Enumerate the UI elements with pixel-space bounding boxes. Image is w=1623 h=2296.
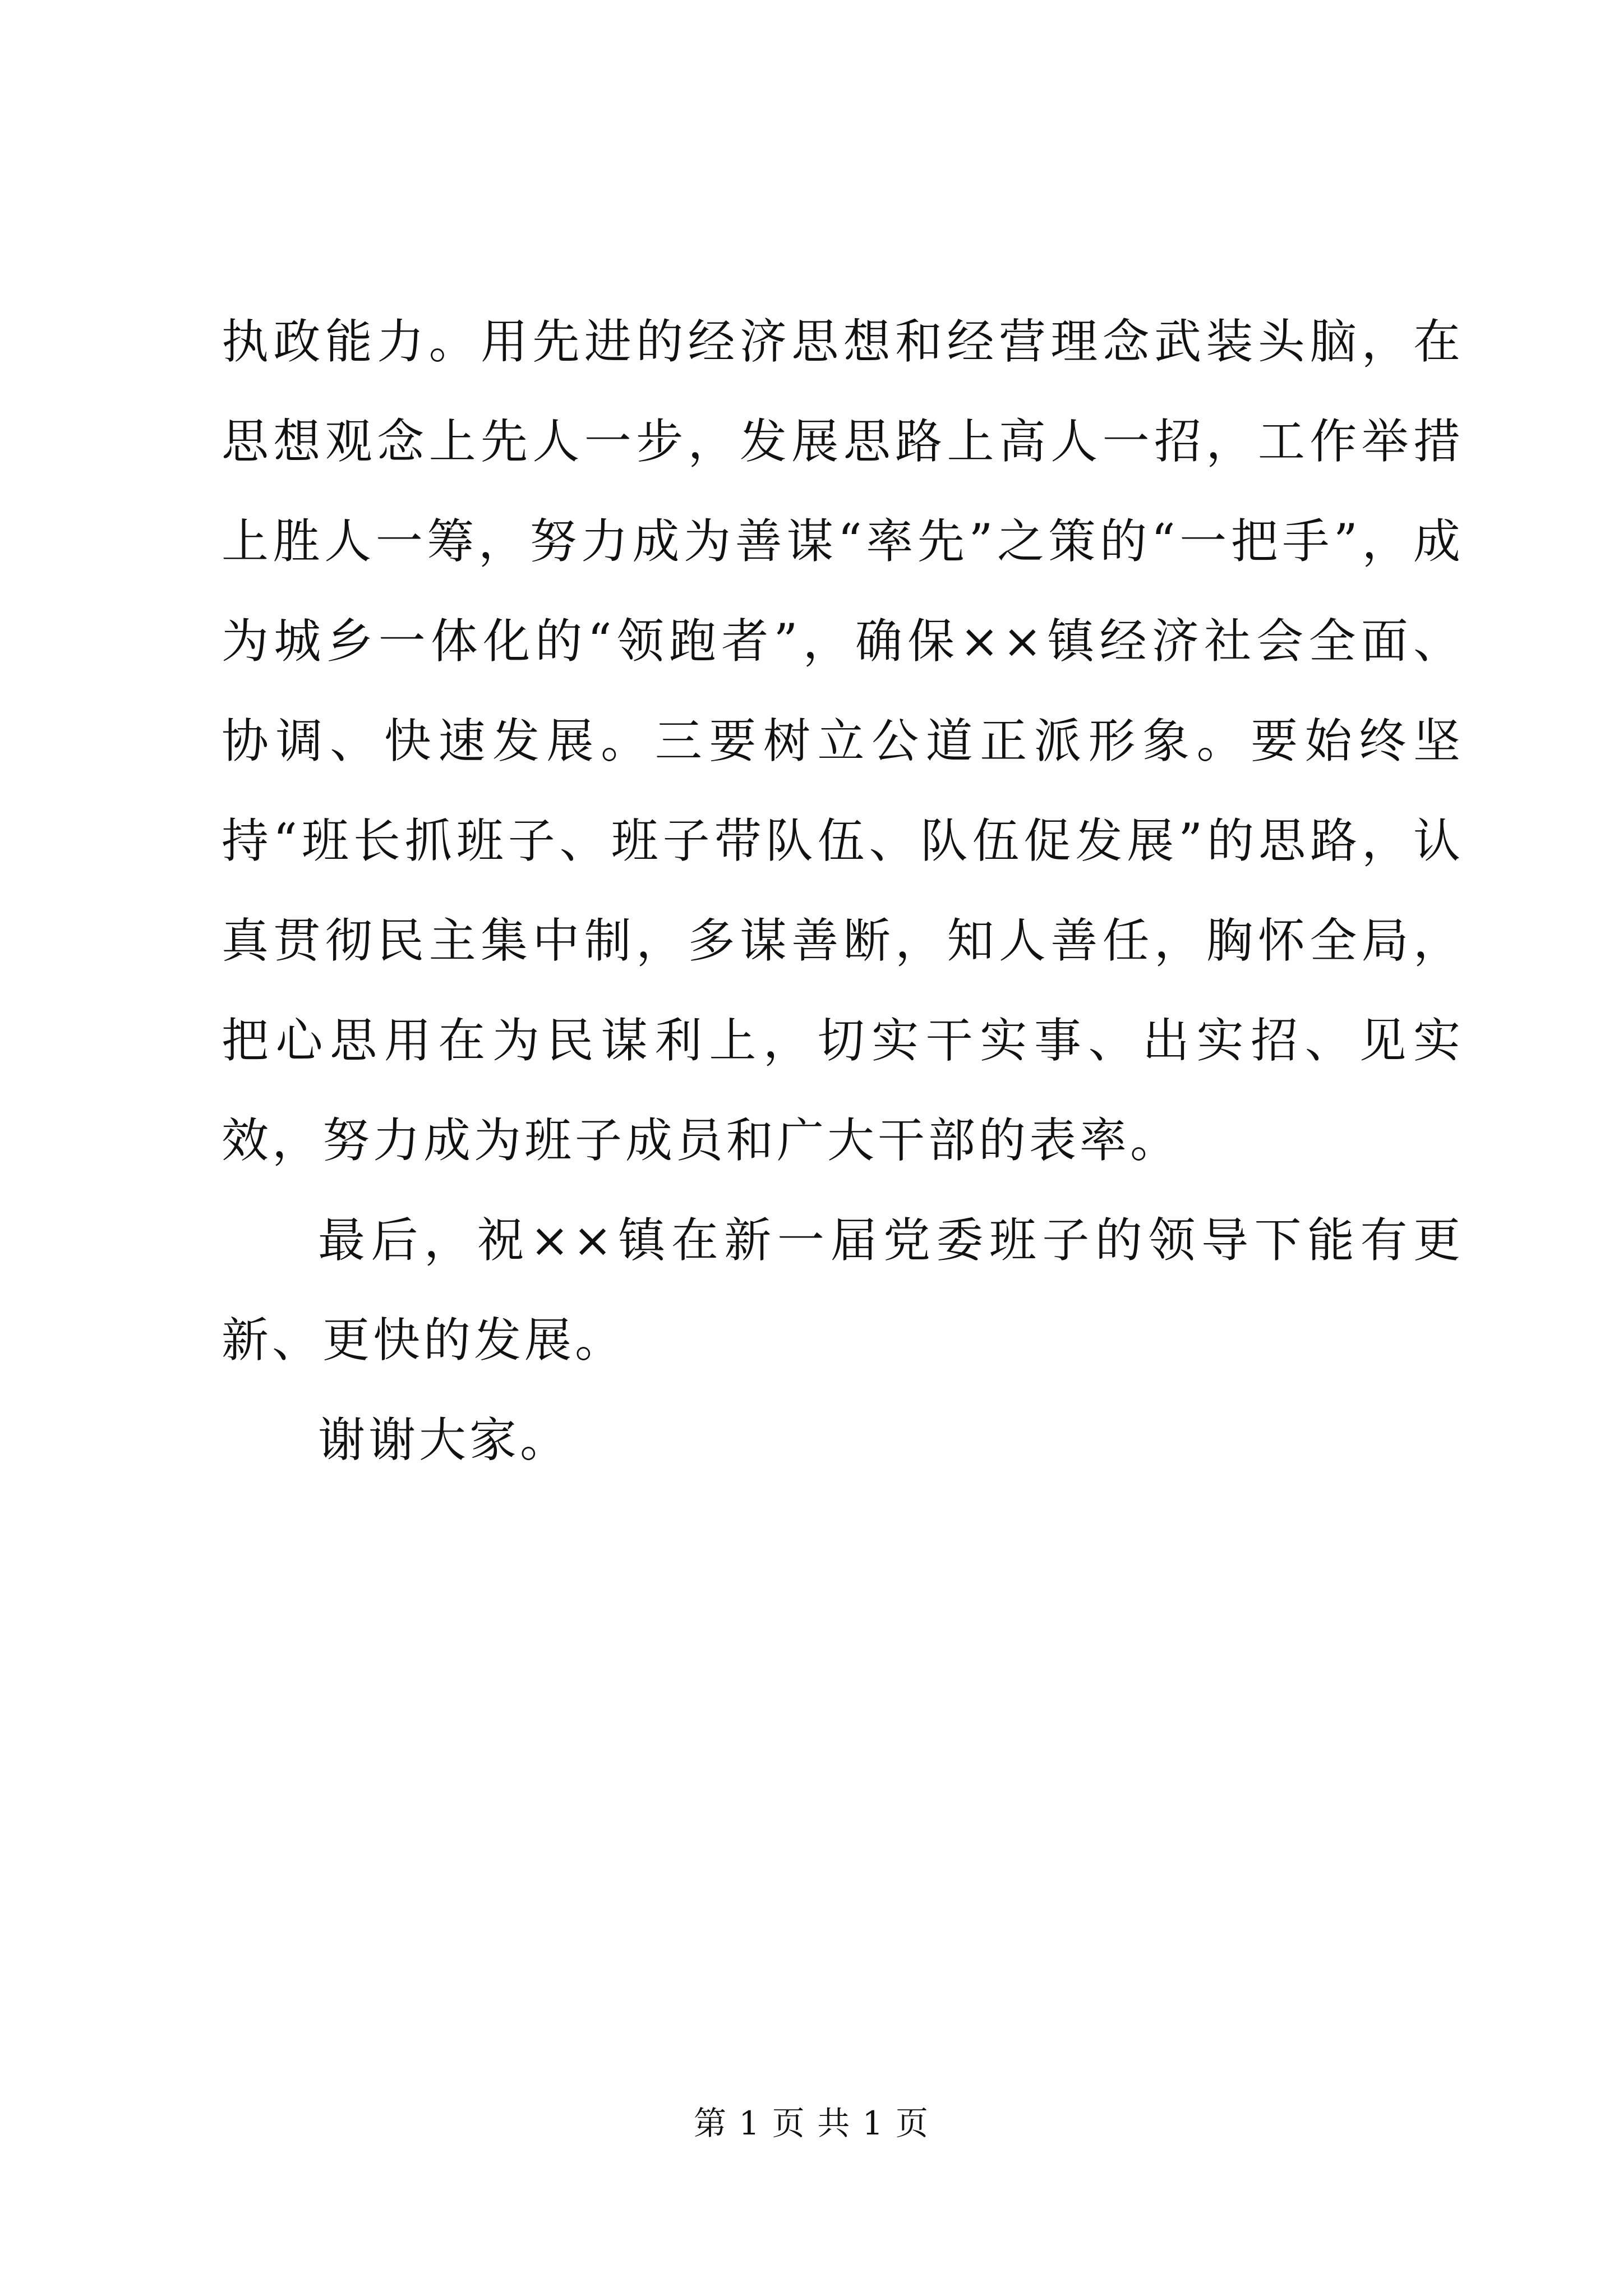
page-number-footer: 第 1 页 共 1 页 <box>694 2104 929 2142</box>
paragraph-closing-wish: 最后，祝××镇在新一届党委班子的领导下能有更新、更快的发展。 <box>222 1213 1464 1368</box>
paragraph-continuation: 执政能力。用先进的经济思想和经营理念武装头脑，在思想观念上先人一步，发展思路上高人一招，工作举措上胜人一筹，努力成为善谋“率先”之策的“一把手”，成为城乡一体化的“领跑者”，确保××镇经济社会全面、协调、快速发展。三要树立公道正派形象。要始终坚持“班长抓班子、班子带队伍、队伍促发展”的思路，认真贯彻民主集中制，多谋善断，知人善任，胸怀全局，把心思用在为民谋利上，切实干实事、出实招、见实效，努力成为班子成员和广大干部的表率。 <box>222 314 1464 1168</box>
document-body <box>222 292 1464 1490</box>
paragraph-thanks: 谢谢大家。 <box>318 1412 571 1467</box>
